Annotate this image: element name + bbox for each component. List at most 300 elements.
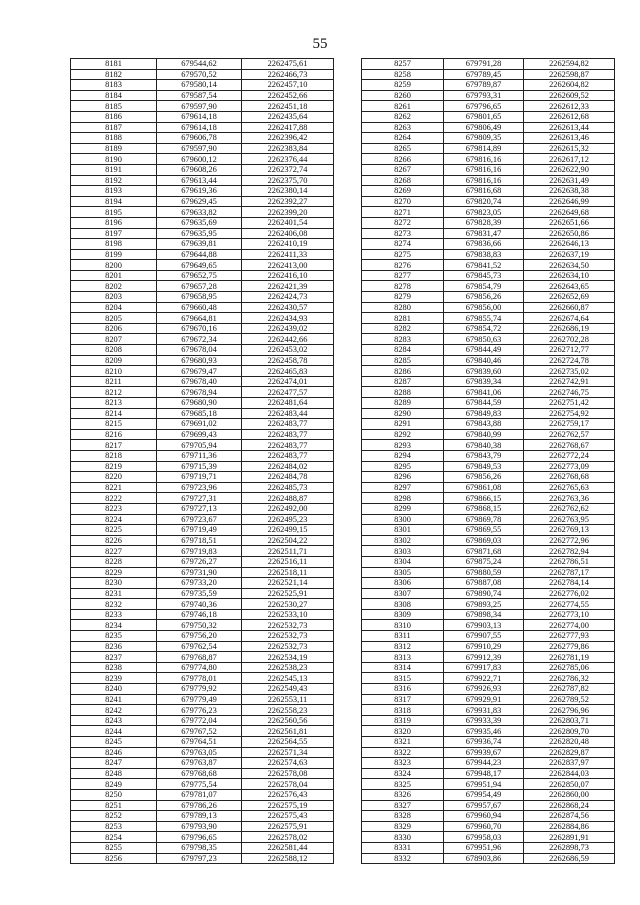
point-number-cell: 8222 (71, 493, 157, 504)
x-coordinate-cell: 679587,54 (157, 90, 242, 101)
y-coordinate-cell: 2262484,78 (242, 472, 334, 483)
table-row (71, 673, 334, 684)
y-coordinate-cell: 2262809,70 (524, 726, 615, 737)
table-row (362, 419, 615, 430)
x-coordinate-cell: 679917,83 (444, 662, 524, 673)
x-coordinate-cell: 679719,71 (157, 472, 242, 483)
y-coordinate-cell: 2262516,11 (242, 556, 334, 567)
table-row (71, 525, 334, 536)
table-row (362, 853, 615, 864)
point-number-cell: 8197 (71, 228, 157, 239)
point-number-cell: 8304 (362, 556, 444, 567)
y-coordinate-cell: 2262786,32 (524, 673, 615, 684)
x-coordinate-cell: 679960,70 (444, 821, 524, 832)
point-number-cell: 8235 (71, 631, 157, 642)
y-coordinate-cell: 2262499,15 (242, 525, 334, 536)
table-row (362, 546, 615, 557)
page-number: 55 (312, 36, 328, 52)
x-coordinate-cell: 679854,72 (444, 323, 524, 334)
x-coordinate-cell: 679816,16 (444, 175, 524, 186)
y-coordinate-cell: 2262474,01 (242, 376, 334, 387)
table-row (71, 472, 334, 483)
y-coordinate-cell: 2262754,92 (524, 408, 615, 419)
point-number-cell: 8278 (362, 281, 444, 292)
y-coordinate-cell: 2262411,33 (242, 249, 334, 260)
x-coordinate-cell: 679951,94 (444, 779, 524, 790)
point-number-cell: 8199 (71, 249, 157, 260)
x-coordinate-cell: 679680,93 (157, 355, 242, 366)
x-coordinate-cell: 679719,83 (157, 546, 242, 557)
point-number-cell: 8281 (362, 313, 444, 324)
table-row (71, 228, 334, 239)
y-coordinate-cell: 2262763,36 (524, 493, 615, 504)
table-row (362, 323, 615, 334)
point-number-cell: 8193 (71, 186, 157, 197)
y-coordinate-cell: 2262483,44 (242, 408, 334, 419)
point-number-cell: 8220 (71, 472, 157, 483)
x-coordinate-cell: 679839,34 (444, 376, 524, 387)
table-row (71, 111, 334, 122)
x-coordinate-cell: 679786,26 (157, 800, 242, 811)
y-coordinate-cell: 2262574,63 (242, 758, 334, 769)
x-coordinate-cell: 679866,15 (444, 493, 524, 504)
table-row (362, 842, 615, 853)
point-number-cell: 8225 (71, 525, 157, 536)
x-coordinate-cell: 679613,44 (157, 175, 242, 186)
table-row (71, 662, 334, 673)
x-coordinate-cell: 679944,23 (444, 758, 524, 769)
x-coordinate-cell: 679678,40 (157, 376, 242, 387)
x-coordinate-cell: 679816,16 (444, 164, 524, 175)
y-coordinate-cell: 2262532,73 (242, 620, 334, 631)
y-coordinate-cell: 2262483,77 (242, 419, 334, 430)
point-number-cell: 8324 (362, 768, 444, 779)
x-coordinate-cell: 679843,88 (444, 419, 524, 430)
table-row (71, 429, 334, 440)
point-number-cell: 8329 (362, 821, 444, 832)
y-coordinate-cell: 2262634,10 (524, 270, 615, 281)
point-number-cell: 8308 (362, 599, 444, 610)
table-row (362, 154, 615, 165)
table-row (71, 217, 334, 228)
point-number-cell: 8228 (71, 556, 157, 567)
table-row (362, 556, 615, 567)
x-coordinate-cell: 679958,03 (444, 832, 524, 843)
table-row (71, 260, 334, 271)
y-coordinate-cell: 2262868,24 (524, 800, 615, 811)
point-number-cell: 8245 (71, 737, 157, 748)
y-coordinate-cell: 2262560,56 (242, 715, 334, 726)
table-row (362, 387, 615, 398)
y-coordinate-cell: 2262594,82 (524, 59, 615, 70)
y-coordinate-cell: 2262617,12 (524, 154, 615, 165)
point-number-cell: 8218 (71, 450, 157, 461)
x-coordinate-cell: 679685,18 (157, 408, 242, 419)
table-row (362, 726, 615, 737)
point-number-cell: 8240 (71, 684, 157, 695)
x-coordinate-cell: 679778,01 (157, 673, 242, 684)
point-number-cell: 8202 (71, 281, 157, 292)
y-coordinate-cell: 2262615,32 (524, 143, 615, 154)
table-row (362, 398, 615, 409)
table-row (71, 715, 334, 726)
point-number-cell: 8252 (71, 811, 157, 822)
table-row (71, 652, 334, 663)
y-coordinate-cell: 2262417,88 (242, 122, 334, 133)
x-coordinate-cell: 679763,87 (157, 758, 242, 769)
point-number-cell: 8212 (71, 387, 157, 398)
y-coordinate-cell: 2262532,73 (242, 631, 334, 642)
table-row (362, 482, 615, 493)
table-row (71, 440, 334, 451)
x-coordinate-cell: 679731,90 (157, 567, 242, 578)
table-row (71, 207, 334, 218)
y-coordinate-cell: 2262375,70 (242, 175, 334, 186)
y-coordinate-cell: 2262575,91 (242, 821, 334, 832)
x-coordinate-cell: 679768,68 (157, 768, 242, 779)
table-row (71, 355, 334, 366)
table-row (71, 387, 334, 398)
point-number-cell: 8207 (71, 334, 157, 345)
point-number-cell: 8327 (362, 800, 444, 811)
x-coordinate-cell: 678903,86 (444, 853, 524, 864)
x-coordinate-cell: 679926,93 (444, 684, 524, 695)
point-number-cell: 8260 (362, 90, 444, 101)
coordinates-table-right (361, 58, 615, 864)
y-coordinate-cell: 2262538,23 (242, 662, 334, 673)
x-coordinate-cell: 679781,07 (157, 789, 242, 800)
y-coordinate-cell: 2262789,52 (524, 694, 615, 705)
point-number-cell: 8256 (71, 853, 157, 864)
table-row (71, 800, 334, 811)
y-coordinate-cell: 2262604,82 (524, 80, 615, 91)
x-coordinate-cell: 679733,20 (157, 578, 242, 589)
x-coordinate-cell: 679670,16 (157, 323, 242, 334)
table-row (362, 59, 615, 70)
x-coordinate-cell: 679727,13 (157, 503, 242, 514)
x-coordinate-cell: 679931,83 (444, 705, 524, 716)
point-number-cell: 8296 (362, 472, 444, 483)
x-coordinate-cell: 679844,59 (444, 398, 524, 409)
x-coordinate-cell: 679814,89 (444, 143, 524, 154)
table-row (362, 737, 615, 748)
y-coordinate-cell: 2262483,77 (242, 450, 334, 461)
y-coordinate-cell: 2262702,28 (524, 334, 615, 345)
point-number-cell: 8188 (71, 133, 157, 144)
table-row (362, 345, 615, 356)
y-coordinate-cell: 2262742,91 (524, 376, 615, 387)
point-number-cell: 8233 (71, 609, 157, 620)
point-number-cell: 8273 (362, 228, 444, 239)
y-coordinate-cell: 2262488,87 (242, 493, 334, 504)
table-row (71, 175, 334, 186)
x-coordinate-cell: 679644,88 (157, 249, 242, 260)
x-coordinate-cell: 679797,23 (157, 853, 242, 864)
point-number-cell: 8198 (71, 239, 157, 250)
point-number-cell: 8292 (362, 429, 444, 440)
x-coordinate-cell: 679779,92 (157, 684, 242, 695)
point-number-cell: 8285 (362, 355, 444, 366)
y-coordinate-cell: 2262581,44 (242, 842, 334, 853)
x-coordinate-cell: 679910,29 (444, 641, 524, 652)
point-number-cell: 8289 (362, 398, 444, 409)
point-number-cell: 8297 (362, 482, 444, 493)
table-row (362, 90, 615, 101)
y-coordinate-cell: 2262829,87 (524, 747, 615, 758)
table-row (362, 461, 615, 472)
table-row (362, 334, 615, 345)
y-coordinate-cell: 2262561,81 (242, 726, 334, 737)
y-coordinate-cell: 2262576,43 (242, 789, 334, 800)
point-number-cell: 8232 (71, 599, 157, 610)
y-coordinate-cell: 2262465,83 (242, 366, 334, 377)
point-number-cell: 8211 (71, 376, 157, 387)
table-row (362, 662, 615, 673)
x-coordinate-cell: 679869,03 (444, 535, 524, 546)
table-row (71, 482, 334, 493)
y-coordinate-cell: 2262466,73 (242, 69, 334, 80)
point-number-cell: 8268 (362, 175, 444, 186)
table-row (71, 101, 334, 112)
y-coordinate-cell: 2262837,97 (524, 758, 615, 769)
x-coordinate-cell: 679856,00 (444, 302, 524, 313)
table-row (362, 281, 615, 292)
table-row (362, 143, 615, 154)
x-coordinate-cell: 679843,79 (444, 450, 524, 461)
table-row (362, 440, 615, 451)
x-coordinate-cell: 679767,52 (157, 726, 242, 737)
x-coordinate-cell: 679606,78 (157, 133, 242, 144)
y-coordinate-cell: 2262575,19 (242, 800, 334, 811)
table-row (71, 811, 334, 822)
point-number-cell: 8261 (362, 101, 444, 112)
point-number-cell: 8303 (362, 546, 444, 557)
x-coordinate-cell: 679791,28 (444, 59, 524, 70)
point-number-cell: 8258 (362, 69, 444, 80)
y-coordinate-cell: 2262383,84 (242, 143, 334, 154)
x-coordinate-cell: 679639,81 (157, 239, 242, 250)
x-coordinate-cell: 679772,04 (157, 715, 242, 726)
y-coordinate-cell: 2262530,27 (242, 599, 334, 610)
x-coordinate-cell: 679740,36 (157, 599, 242, 610)
table-row (362, 673, 615, 684)
y-coordinate-cell: 2262451,18 (242, 101, 334, 112)
table-row (71, 419, 334, 430)
x-coordinate-cell: 679614,18 (157, 122, 242, 133)
table-row (71, 313, 334, 324)
y-coordinate-cell: 2262844,03 (524, 768, 615, 779)
y-coordinate-cell: 2262613,46 (524, 133, 615, 144)
point-number-cell: 8244 (71, 726, 157, 737)
y-coordinate-cell: 2262376,44 (242, 154, 334, 165)
point-number-cell: 8243 (71, 715, 157, 726)
table-row (71, 737, 334, 748)
table-row (362, 249, 615, 260)
x-coordinate-cell: 679831,47 (444, 228, 524, 239)
table-row (71, 281, 334, 292)
x-coordinate-cell: 679793,90 (157, 821, 242, 832)
x-coordinate-cell: 679719,49 (157, 525, 242, 536)
point-number-cell: 8263 (362, 122, 444, 133)
x-coordinate-cell: 679619,36 (157, 186, 242, 197)
y-coordinate-cell: 2262751,42 (524, 398, 615, 409)
table-row (71, 345, 334, 356)
y-coordinate-cell: 2262763,95 (524, 514, 615, 525)
x-coordinate-cell: 679658,95 (157, 292, 242, 303)
point-number-cell: 8204 (71, 302, 157, 313)
y-coordinate-cell: 2262787,17 (524, 567, 615, 578)
x-coordinate-cell: 679838,83 (444, 249, 524, 260)
y-coordinate-cell: 2262372,74 (242, 164, 334, 175)
y-coordinate-cell: 2262457,10 (242, 80, 334, 91)
y-coordinate-cell: 2262396,42 (242, 133, 334, 144)
point-number-cell: 8300 (362, 514, 444, 525)
y-coordinate-cell: 2262674,64 (524, 313, 615, 324)
y-coordinate-cell: 2262634,50 (524, 260, 615, 271)
point-number-cell: 8237 (71, 652, 157, 663)
point-number-cell: 8276 (362, 260, 444, 271)
point-number-cell: 8313 (362, 652, 444, 663)
x-coordinate-cell: 679664,81 (157, 313, 242, 324)
table-row (71, 323, 334, 334)
table-row (71, 249, 334, 260)
y-coordinate-cell: 2262650,86 (524, 228, 615, 239)
y-coordinate-cell: 2262613,44 (524, 122, 615, 133)
y-coordinate-cell: 2262850,07 (524, 779, 615, 790)
y-coordinate-cell: 2262578,02 (242, 832, 334, 843)
y-coordinate-cell: 2262646,99 (524, 196, 615, 207)
y-coordinate-cell: 2262442,66 (242, 334, 334, 345)
y-coordinate-cell: 2262637,19 (524, 249, 615, 260)
x-coordinate-cell: 679727,31 (157, 493, 242, 504)
table-row (362, 101, 615, 112)
y-coordinate-cell: 2262485,73 (242, 482, 334, 493)
table-row (71, 631, 334, 642)
x-coordinate-cell: 679912,39 (444, 652, 524, 663)
x-coordinate-cell: 679660,48 (157, 302, 242, 313)
table-row (362, 217, 615, 228)
table-row (362, 588, 615, 599)
point-number-cell: 8254 (71, 832, 157, 843)
table-row (71, 270, 334, 281)
point-number-cell: 8323 (362, 758, 444, 769)
table-row (362, 122, 615, 133)
y-coordinate-cell: 2262712,77 (524, 345, 615, 356)
point-number-cell: 8194 (71, 196, 157, 207)
point-number-cell: 8283 (362, 334, 444, 345)
point-number-cell: 8330 (362, 832, 444, 843)
point-number-cell: 8277 (362, 270, 444, 281)
x-coordinate-cell: 679750,32 (157, 620, 242, 631)
table-row (71, 69, 334, 80)
x-coordinate-cell: 679678,94 (157, 387, 242, 398)
table-row (362, 567, 615, 578)
point-number-cell: 8314 (362, 662, 444, 673)
x-coordinate-cell: 679907,55 (444, 631, 524, 642)
table-row (71, 578, 334, 589)
x-coordinate-cell: 679775,54 (157, 779, 242, 790)
point-number-cell: 8242 (71, 705, 157, 716)
y-coordinate-cell: 2262452,66 (242, 90, 334, 101)
table-row (71, 493, 334, 504)
table-row (362, 758, 615, 769)
y-coordinate-cell: 2262622,90 (524, 164, 615, 175)
x-coordinate-cell: 679723,96 (157, 482, 242, 493)
point-number-cell: 8250 (71, 789, 157, 800)
point-number-cell: 8255 (71, 842, 157, 853)
x-coordinate-cell: 679871,68 (444, 546, 524, 557)
table-row (362, 366, 615, 377)
point-number-cell: 8322 (362, 747, 444, 758)
x-coordinate-cell: 679746,18 (157, 609, 242, 620)
table-row (362, 715, 615, 726)
y-coordinate-cell: 2262686,59 (524, 853, 615, 864)
y-coordinate-cell: 2262401,54 (242, 217, 334, 228)
x-coordinate-cell: 679960,94 (444, 811, 524, 822)
point-number-cell: 8305 (362, 567, 444, 578)
point-number-cell: 8189 (71, 143, 157, 154)
y-coordinate-cell: 2262612,33 (524, 101, 615, 112)
x-coordinate-cell: 679723,67 (157, 514, 242, 525)
table-row (71, 842, 334, 853)
x-coordinate-cell: 679705,94 (157, 440, 242, 451)
point-number-cell: 8223 (71, 503, 157, 514)
table-row (362, 620, 615, 631)
x-coordinate-cell: 679774,80 (157, 662, 242, 673)
x-coordinate-cell: 679828,39 (444, 217, 524, 228)
point-number-cell: 8190 (71, 154, 157, 165)
y-coordinate-cell: 2262772,24 (524, 450, 615, 461)
point-number-cell: 8319 (362, 715, 444, 726)
point-number-cell: 8181 (71, 59, 157, 70)
y-coordinate-cell: 2262483,77 (242, 440, 334, 451)
point-number-cell: 8288 (362, 387, 444, 398)
x-coordinate-cell: 679929,91 (444, 694, 524, 705)
table-row (362, 429, 615, 440)
point-number-cell: 8299 (362, 503, 444, 514)
point-number-cell: 8266 (362, 154, 444, 165)
y-coordinate-cell: 2262773,09 (524, 461, 615, 472)
point-number-cell: 8209 (71, 355, 157, 366)
point-number-cell: 8257 (362, 59, 444, 70)
point-number-cell: 8203 (71, 292, 157, 303)
table-row (362, 450, 615, 461)
x-coordinate-cell: 679836,66 (444, 239, 524, 250)
point-number-cell: 8226 (71, 535, 157, 546)
y-coordinate-cell: 2262564,55 (242, 737, 334, 748)
y-coordinate-cell: 2262416,10 (242, 270, 334, 281)
x-coordinate-cell: 679608,26 (157, 164, 242, 175)
y-coordinate-cell: 2262762,62 (524, 503, 615, 514)
table-row (362, 641, 615, 652)
y-coordinate-cell: 2262609,52 (524, 90, 615, 101)
x-coordinate-cell: 679718,51 (157, 535, 242, 546)
y-coordinate-cell: 2262796,96 (524, 705, 615, 716)
point-number-cell: 8185 (71, 101, 157, 112)
point-number-cell: 8184 (71, 90, 157, 101)
point-number-cell: 8253 (71, 821, 157, 832)
x-coordinate-cell: 679789,13 (157, 811, 242, 822)
x-coordinate-cell: 679768,87 (157, 652, 242, 663)
table-row (71, 556, 334, 567)
point-number-cell: 8267 (362, 164, 444, 175)
table-row (71, 567, 334, 578)
x-coordinate-cell: 679816,68 (444, 186, 524, 197)
y-coordinate-cell: 2262786,51 (524, 556, 615, 567)
x-coordinate-cell: 679854,79 (444, 281, 524, 292)
x-coordinate-cell: 679652,75 (157, 270, 242, 281)
point-number-cell: 8269 (362, 186, 444, 197)
